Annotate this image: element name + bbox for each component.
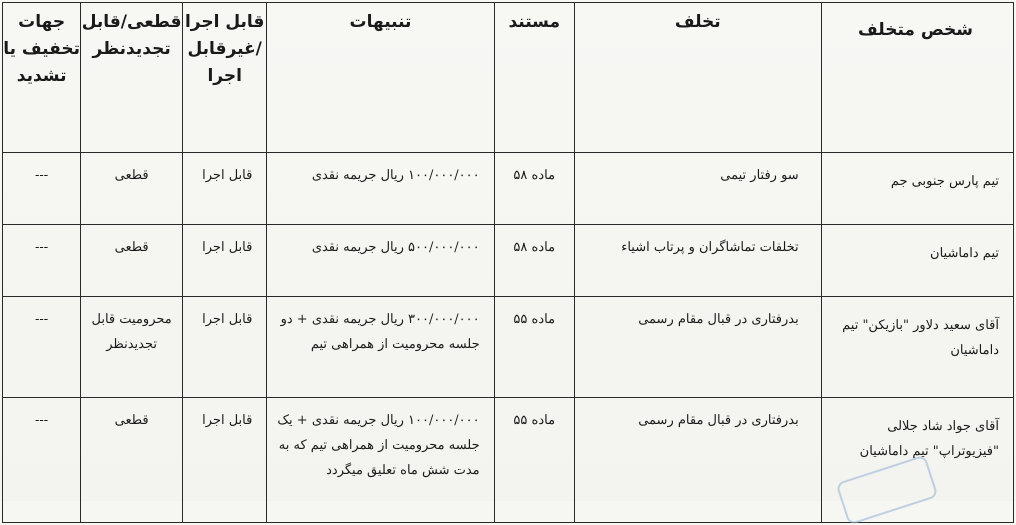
cell-enforceability: قابل اجرا [183,297,267,398]
cell-person: تیم پارس جنوبی جم [821,153,1013,225]
cell-document: ماده ۵۸ [494,153,574,225]
cell-penalty: ۱۰۰/۰۰۰/۰۰۰ ریال جریمه نقدی + یک جلسه محرومیت از همراهی تیم که به مدت شش ماه تعلیق میگردد [267,398,494,523]
header-penalties: تنبیهات [267,3,494,153]
header-direction: جهات تخفیف یا تشدید [3,3,81,153]
header-person: شخص متخلف [821,3,1013,153]
cell-penalty: ۳۰۰/۰۰۰/۰۰۰ ریال جریمه نقدی + دو جلسه محرومیت از همراهی تیم [267,297,494,398]
cell-offense: تخلفات تماشاگران و پرتاب اشیاء [574,225,821,297]
table-row [3,297,1014,398]
cell-direction: --- [3,153,81,225]
header-enforceability: قابل اجرا /غیرقابل اجرا [183,3,267,153]
cell-enforceability: قابل اجرا [183,398,267,523]
cell-direction: --- [3,225,81,297]
cell-direction: --- [3,398,81,523]
header-finality: قطعی/قابل تجدیدنظر [81,3,183,153]
cell-document: ماده ۵۸ [494,225,574,297]
header-offense: تخلف [574,3,821,153]
cell-finality: قطعی [81,225,183,297]
cell-direction: --- [3,297,81,398]
rulings-table [2,2,1014,523]
cell-finality: محرومیت قابل تجدیدنظر [81,297,183,398]
cell-penalty: ۱۰۰/۰۰۰/۰۰۰ ریال جریمه نقدی [267,153,494,225]
cell-offense: بدرفتاری در قبال مقام رسمی [574,398,821,523]
cell-enforceability: قابل اجرا [183,225,267,297]
cell-person: تیم داماشیان [821,225,1013,297]
cell-person: آقای جواد شاد جلالی "فیزیوتراپ" تیم داماشیان [821,398,1013,523]
cell-document: ماده ۵۵ [494,398,574,523]
table-row [3,225,1014,297]
header-row [3,3,1014,153]
cell-enforceability: قابل اجرا [183,153,267,225]
cell-document: ماده ۵۵ [494,297,574,398]
cell-penalty: ۵۰۰/۰۰۰/۰۰۰ ریال جریمه نقدی [267,225,494,297]
header-document: مستند [494,3,574,153]
cell-person: آقای سعید دلاور "بازیکن" تیم داماشیان [821,297,1013,398]
cell-finality: قطعی [81,153,183,225]
cell-offense: سو رفتار تیمی [574,153,821,225]
cell-finality: قطعی [81,398,183,523]
cell-offense: بدرفتاری در قبال مقام رسمی [574,297,821,398]
table-row [3,153,1014,225]
